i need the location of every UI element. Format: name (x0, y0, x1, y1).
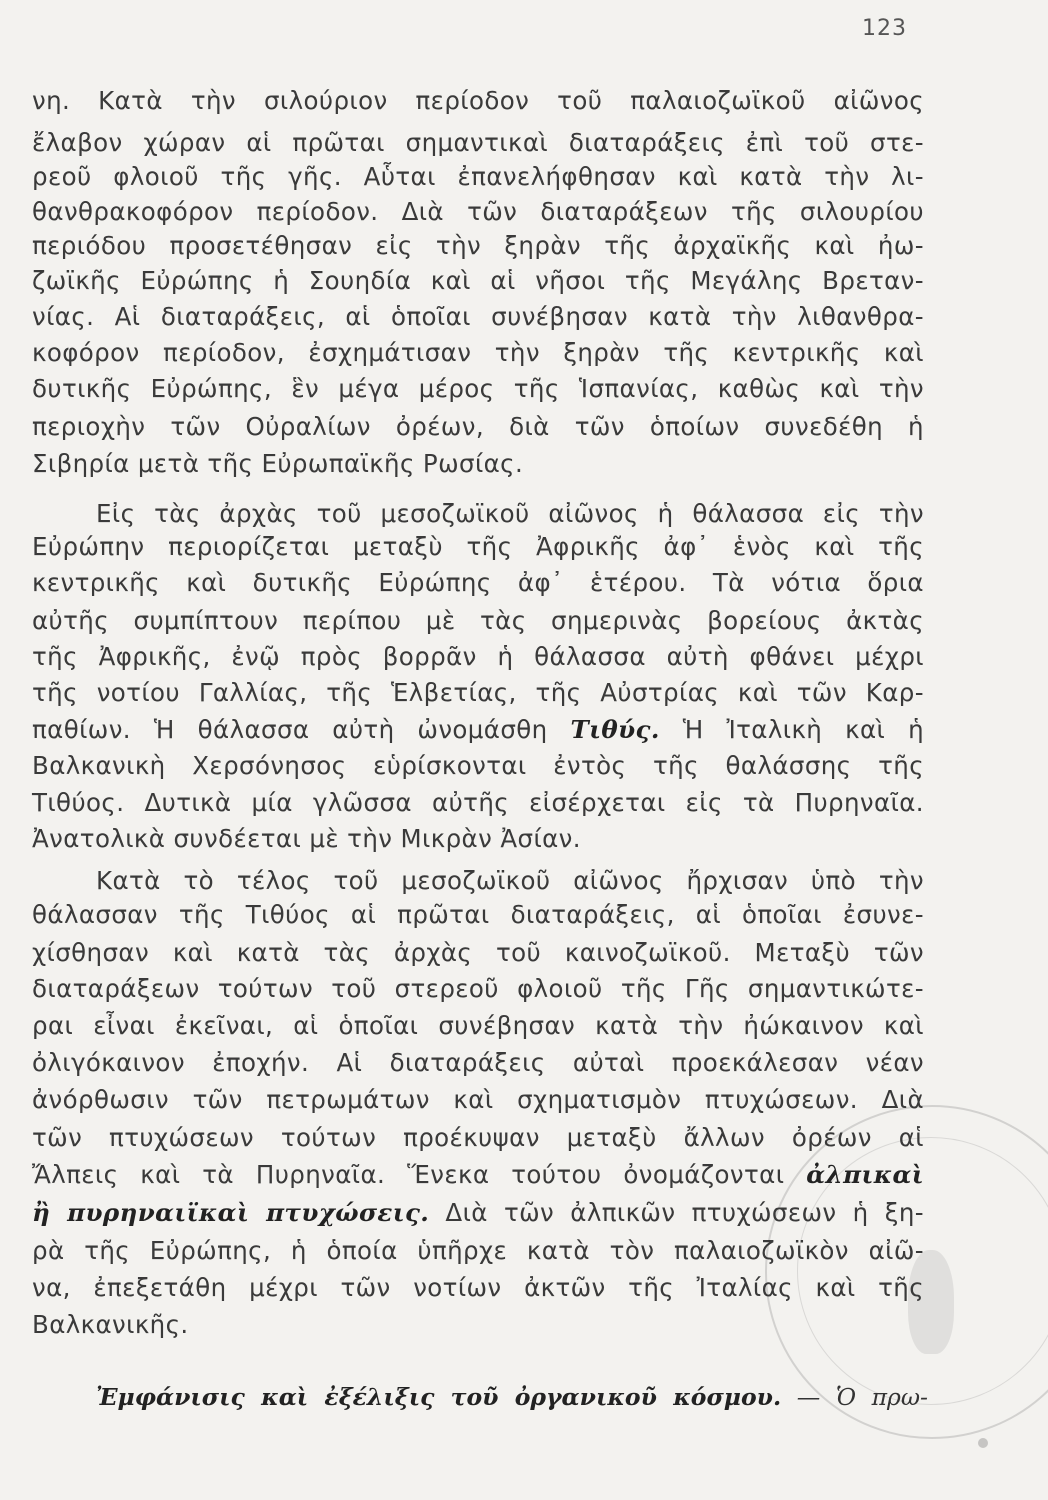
text-line: ἀνόρθωσιν τῶν πετρωμάτων καὶ σχηματισμὸν πτυχώσεων. Διὰ (32, 1085, 924, 1114)
text-line: περιόδου προσετέθησαν εἰς τὴν ξηρὰν τῆς ἀρχαϊκῆς καὶ ἠω- (32, 231, 924, 260)
text-line: κοφόρον περίοδον, ἐσχημάτισαν τὴν ξηρὰν τῆς κεντρικῆς καὶ (32, 338, 924, 367)
text-line: νη. Κατὰ τὴν σιλούριον περίοδον τοῦ παλαιοζωϊκοῦ αἰῶνος (32, 86, 924, 115)
text-line: περιοχὴν τῶν Οὐραλίων ὀρέων, διὰ τῶν ὁποίων συνεδέθη ἡ (32, 412, 924, 441)
text-line: Σιβηρία μετὰ τῆς Εὐρωπαϊκῆς Ρωσίας. (32, 449, 524, 478)
text-line: χίσθησαν καὶ κατὰ τὰς ἀρχὰς τοῦ καινοζωϊκοῦ. Μεταξὺ τῶν (32, 938, 924, 967)
text-line: ρεοῦ φλοιοῦ τῆς γῆς. Αὗται ἐπανελήφθησαν καὶ κατὰ τὴν λι- (32, 162, 924, 191)
ink-speck (978, 1438, 988, 1448)
text-line: Ἄλπεις καὶ τὰ Πυρηναῖα. Ἕνεκα τούτου ὀνομάζονται ἀλπικαὶ (32, 1160, 924, 1189)
emphasized-term: ἀλπικαὶ (806, 1160, 924, 1189)
paragraph-start: Κατὰ τὸ τέλος τοῦ μεσοζωϊκοῦ αἰῶνος ἤρχισαν ὑπὸ τὴν (96, 866, 924, 895)
text-line: θανθρακοφόρον περίοδον. Διὰ τῶν διαταράξεων τῆς σιλουρίου (32, 197, 924, 226)
text-line: ὀλιγόκαινον ἐποχήν. Αἱ διαταράξεις αὐταὶ προεκάλεσαν νέαν (32, 1048, 924, 1077)
text-line: ἔλαβον χώραν αἱ πρῶται σημαντικαὶ διαταράξεις ἐπὶ τοῦ στε- (32, 128, 924, 157)
text-line: αὐτῆς συμπίπτουν περίπου μὲ τὰς σημερινὰς βορείους ἀκτὰς (32, 606, 924, 635)
text-line: ζωϊκῆς Εὐρώπης ἡ Σουηδία καὶ αἱ νῆσοι τῆς Μεγάλης Βρεταν- (32, 266, 924, 295)
text-line: ραι εἶναι ἐκεῖναι, αἱ ὁποῖαι συνέβησαν κατὰ τὴν ἠώκαινον καὶ (32, 1011, 924, 1040)
section-continuation: Ὁ πρω- (835, 1383, 928, 1411)
text-line: Βαλκανικῆς. (32, 1310, 189, 1339)
text-line: δυτικῆς Εὐρώπης, ἓν μέγα μέρος τῆς Ἱσπανίας, καθὼς καὶ τὴν (32, 374, 924, 403)
text-line: κεντρικῆς καὶ δυτικῆς Εὐρώπης ἀφ᾽ ἑτέρου. Τὰ νότια ὅρια (32, 568, 924, 597)
section-title: Ἐμφάνισις καὶ ἐξέλιξις τοῦ ὀργανικοῦ κόσμου. (96, 1383, 782, 1411)
paragraph-start: Εἰς τὰς ἀρχὰς τοῦ μεσοζωϊκοῦ αἰῶνος ἡ θάλασσα εἰς τὴν (96, 499, 924, 528)
text-line: νίας. Αἱ διαταράξεις, αἱ ὁποῖαι συνέβησαν κατὰ τὴν λιθανθρα- (32, 302, 924, 331)
text-line: να, ἐπεξετάθη μέχρι τῶν νοτίων ἀκτῶν τῆς Ἰταλίας καὶ τῆς (32, 1273, 924, 1302)
text-line: Ἀνατολικὰ συνδέεται μὲ τὴν Μικρὰν Ἀσίαν. (32, 824, 581, 853)
text-line: παθίων. Ἡ θάλασσα αὐτὴ ὠνομάσθη Τιθύς. Ἡ Ἰταλικὴ καὶ ἡ (32, 715, 925, 744)
text-line: τῆς Ἀφρικῆς, ἐνῷ πρὸς βορρᾶν ἡ θάλασσα αὐτὴ φθάνει μέχρι (32, 642, 924, 671)
emphasized-term: ἢ πυρηναιϊκαὶ πτυχώσεις. (32, 1198, 430, 1227)
text-line: τῶν πτυχώσεων τούτων προέκυψαν μεταξὺ ἄλλων ὀρέων αἱ (32, 1123, 924, 1152)
text-line: Βαλκανικὴ Χερσόνησος εὑρίσκονται ἐντὸς τῆς θαλάσσης τῆς (32, 751, 924, 780)
text-line: Εὐρώπην περιορίζεται μεταξὺ τῆς Ἀφρικῆς ἀφ᾽ ἑνὸς καὶ τῆς (32, 532, 924, 561)
page-number: 123 (862, 16, 907, 41)
emphasized-term: Τιθύς. (570, 715, 660, 744)
text-line: ρὰ τῆς Εὐρώπης, ἡ ὁποία ὑπῆρχε κατὰ τὸν παλαιοζωϊκὸν αἰῶ- (32, 1236, 924, 1265)
text-line: θάλασσαν τῆς Τιθύος αἱ πρῶται διαταράξεις, αἱ ὁποῖαι ἐσυνε- (32, 900, 924, 929)
text-line: ἢ πυρηναιϊκαὶ πτυχώσεις. Διὰ τῶν ἀλπικῶν πτυχώσεων ἡ ξη- (32, 1198, 924, 1227)
text-line: Τιθύος. Δυτικὰ μία γλῶσσα αὐτῆς εἰσέρχεται εἰς τὰ Πυρηναῖα. (32, 788, 924, 817)
text-line: τῆς νοτίου Γαλλίας, τῆς Ἑλβετίας, τῆς Αὐστρίας καὶ τῶν Καρ- (32, 678, 924, 707)
text-line: διαταράξεων τούτων τοῦ στερεοῦ φλοιοῦ τῆς Γῆς σημαντικώτε- (32, 974, 924, 1003)
section-heading: Ἐμφάνισις καὶ ἐξέλιξις τοῦ ὀργανικοῦ κόσμου. — Ὁ πρω- (96, 1383, 928, 1411)
